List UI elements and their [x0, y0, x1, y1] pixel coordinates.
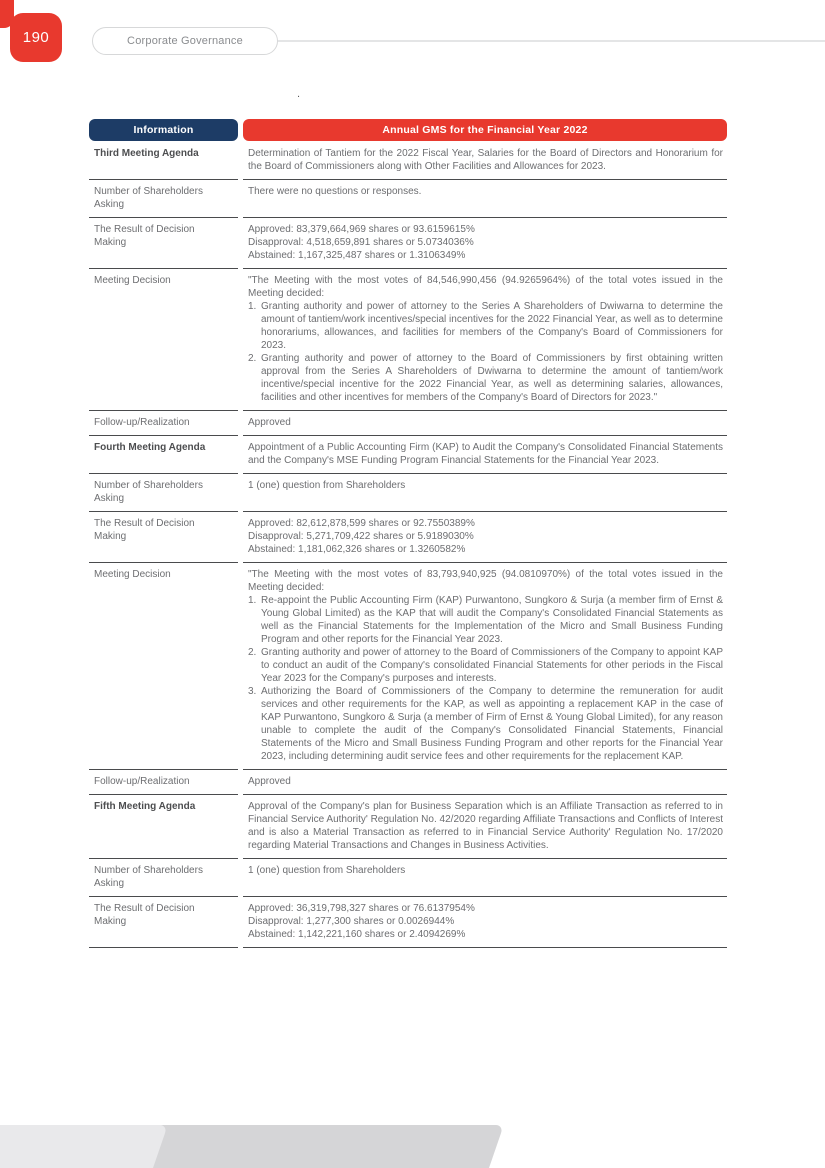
table-row: [89, 512, 727, 563]
list-item-number: 3.: [248, 686, 257, 697]
list-item-number: 2.: [248, 353, 257, 364]
table-row: [89, 897, 727, 948]
row-content: [243, 180, 727, 218]
footer-shape-dark: [140, 1125, 504, 1168]
row-label: The Result of Decision Making: [94, 518, 195, 542]
row-label: The Result of Decision Making: [94, 903, 195, 927]
table-row: [89, 563, 727, 770]
row-paragraph: Approved: 82,612,878,599 shares or 92.7550389%: [248, 518, 475, 529]
row-label: The Result of Decision Making: [94, 224, 195, 248]
row-label-cell: [89, 795, 238, 859]
row-content: [243, 218, 727, 269]
list-item-number: 1.: [248, 301, 257, 312]
page-number-badge: [10, 13, 62, 62]
table-row: [89, 269, 727, 411]
row-content: [243, 563, 727, 770]
row-label: Follow-up/Realization: [94, 417, 190, 428]
header-divider-line: [277, 40, 825, 42]
table-header: [89, 119, 727, 141]
row-paragraph: Abstained: 1,167,325,487 shares or 1.3106349%: [248, 250, 466, 261]
row-label: Meeting Decision: [94, 275, 171, 286]
table-row: [89, 411, 727, 436]
row-label: Third Meeting Agenda: [94, 148, 199, 159]
breadcrumb-label: Corporate Governance: [127, 35, 243, 47]
row-label-cell: [89, 474, 238, 512]
row-content: [243, 795, 727, 859]
header-cell-annual-gms: Annual GMS for the Financial Year 2022: [243, 119, 727, 141]
row-content: [243, 770, 727, 795]
row-label-cell: [89, 180, 238, 218]
row-label-cell: [89, 142, 238, 180]
row-label-cell: [89, 563, 238, 770]
row-paragraph: "The Meeting with the most votes of 83,793,940,925 (94.0810970%) of the total votes issued in the Meeting decided:: [248, 569, 723, 593]
row-content: [243, 512, 727, 563]
row-content: [243, 859, 727, 897]
list-item-text: Granting authority and power of attorney to the Board of Commissioners by first obtaining written approval from the Series A Shareholders of Dwiwarna to determine the amount of tantiem/work incentive/special incentive for the 2022 Financial Year, as well as determining salaries, allowances, facilities and other incentives for members of the Company's Board of Directors for 2023.": [261, 353, 723, 403]
row-paragraph: 1 (one) question from Shareholders: [248, 480, 406, 491]
row-label-cell: [89, 436, 238, 474]
breadcrumb: [92, 27, 278, 55]
row-label-cell: [89, 218, 238, 269]
row-content: [243, 897, 727, 948]
row-paragraph: Approval of the Company's plan for Business Separation which is an Affiliate Transaction as referred to in Financial Service Authority' Regulation No. 42/2020 regarding Affiliate Transactions and Conflicts of Interest and is also a Material Transaction as referred to in Financial Service Authority' Regulation No. 17/2020 regarding Material Transactions and Changes in Business Activities.: [248, 801, 723, 851]
numbered-list-item: [248, 352, 723, 404]
row-paragraph: 1 (one) question from Shareholders: [248, 865, 406, 876]
row-paragraph: Approved: 83,379,664,969 shares or 93.6159615%: [248, 224, 475, 235]
numbered-list-item: [248, 646, 723, 685]
row-label-cell: [89, 897, 238, 948]
row-label: Meeting Decision: [94, 569, 171, 580]
row-label: Number of Shareholders Asking: [94, 480, 203, 504]
numbered-list-item: [248, 685, 723, 763]
table-row: [89, 859, 727, 897]
gms-table: [89, 119, 727, 948]
page-number: 190: [22, 29, 50, 46]
row-paragraph: Abstained: 1,142,221,160 shares or 2.4094269%: [248, 929, 466, 940]
list-item-text: Granting authority and power of attorney to the Board of Commissioners of the Company to appoint KAP to conduct an audit of the Company's consolidated Financial Statements for other periods in the Fiscal Year 2023 for the Company's purposes and interests.: [261, 647, 723, 684]
row-paragraph: Disapproval: 1,277,300 shares or 0.0026944%: [248, 916, 455, 927]
row-label-cell: [89, 859, 238, 897]
list-item-number: 1.: [248, 595, 257, 606]
row-label: Number of Shareholders Asking: [94, 186, 203, 210]
numbered-list-item: [248, 594, 723, 646]
row-paragraph: "The Meeting with the most votes of 84,546,990,456 (94.9265964%) of the total votes issued in the Meeting decided:: [248, 275, 723, 299]
row-label-cell: [89, 512, 238, 563]
row-label-cell: [89, 411, 238, 436]
row-label: Number of Shareholders Asking: [94, 865, 203, 889]
table-row: [89, 770, 727, 795]
gms-table-body: [89, 142, 727, 948]
stray-dot: .: [297, 88, 301, 100]
row-paragraph: Appointment of a Public Accounting Firm (KAP) to Audit the Company's Consolidated Financial Statements and the Company's MSE Funding Program Financial Statements for the Financial Year 2023.: [248, 442, 723, 466]
row-paragraph: Disapproval: 4,518,659,891 shares or 5.0734036%: [248, 237, 474, 248]
row-label: Follow-up/Realization: [94, 776, 190, 787]
table-row: [89, 218, 727, 269]
table-row: [89, 142, 727, 180]
list-item-number: 2.: [248, 647, 257, 658]
row-content: [243, 269, 727, 411]
list-item-text: Re-appoint the Public Accounting Firm (KAP) Purwantono, Sungkoro & Surja (a member firm of Ernst & Young Global Limited) as the KAP that will audit the Company's Consolidated Financial Statements as well as the Financial Statements for the Implementation of the Micro and Small Business Funding Program and other reports for the Financial Year 2023.: [261, 595, 723, 645]
row-content: [243, 474, 727, 512]
list-item-text: Authorizing the Board of Commissioners of the Company to determine the remuneration for audit services and other requirements for the KAP, as well as appointing a replacement KAP in the case of KAP Purwantono, Sungkoro & Surja (a member of Firm of Ernst & Young Global Limited), for any reason unable to complete the audit of the Company's Consolidated Financial Statements, Financial Statements of the Micro and Small Business Funding Program and other reports for the Financial Year 2023, including determining audit service fees and other requirements for the replacement KAP.: [261, 686, 723, 762]
table-row: [89, 436, 727, 474]
table-row: [89, 180, 727, 218]
numbered-list-item: [248, 300, 723, 352]
row-paragraph: Disapproval: 5,271,709,422 shares or 5.9189030%: [248, 531, 474, 542]
row-paragraph: Abstained: 1,181,062,326 shares or 1.3260582%: [248, 544, 466, 555]
row-paragraph: Approved: [248, 417, 291, 428]
table-row: [89, 474, 727, 512]
table-row: [89, 795, 727, 859]
row-content: [243, 142, 727, 180]
row-label: Fourth Meeting Agenda: [94, 442, 206, 453]
row-content: [243, 436, 727, 474]
row-paragraph: There were no questions or responses.: [248, 186, 422, 197]
row-paragraph: Approved: 36,319,798,327 shares or 76.6137954%: [248, 903, 475, 914]
row-label-cell: [89, 269, 238, 411]
row-paragraph: Determination of Tantiem for the 2022 Fiscal Year, Salaries for the Board of Directors and Honorarium for the Board of Commissioners along with Other Facilities and Allowances for 2023.: [248, 148, 723, 172]
row-paragraph: Approved: [248, 776, 291, 787]
row-label-cell: [89, 770, 238, 795]
row-content: [243, 411, 727, 436]
footer-shape-light: [0, 1125, 168, 1168]
list-item-text: Granting authority and power of attorney to the Series A Shareholders of Dwiwarna to determine the amount of tantiem/work incentives/special incentives for the 2022 Financial Year, as well as to determine honorariums, allowances, and facilities for members of the Company's Board of Commissioners for 2023.: [261, 301, 723, 351]
header-cell-information: Information: [89, 119, 238, 141]
row-label: Fifth Meeting Agenda: [94, 801, 196, 812]
